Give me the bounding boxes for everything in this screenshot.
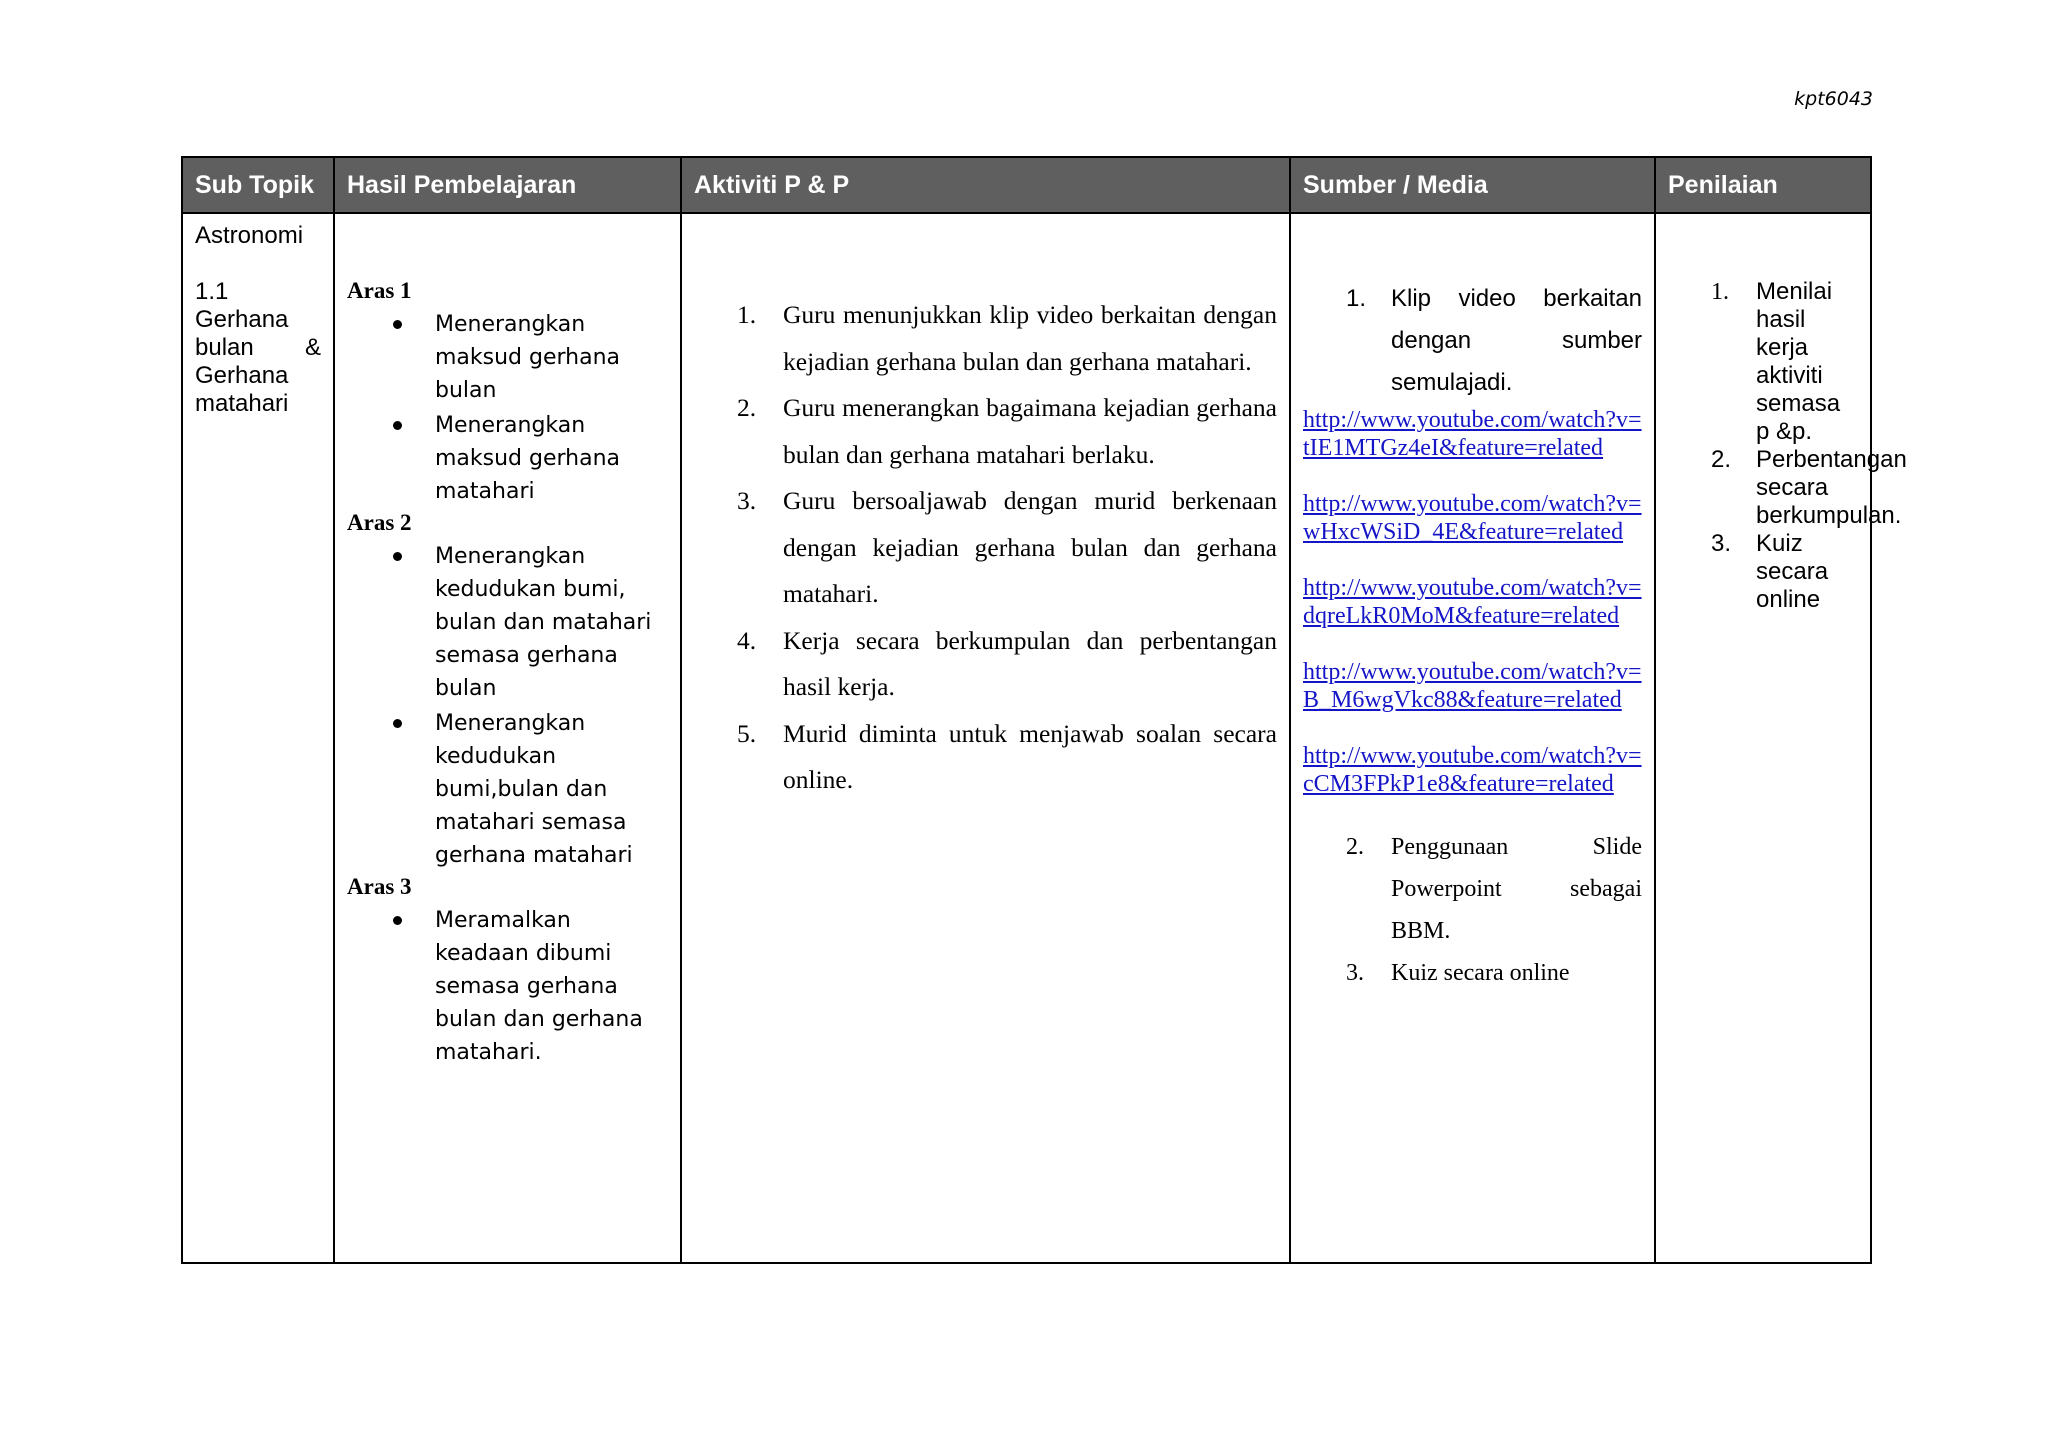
header-penilaian: Penilaian: [1655, 157, 1871, 213]
header-sumber-media: Sumber / Media: [1290, 157, 1655, 213]
video-link[interactable]: http://www.youtube.com/watch?v=wHxcWSiD_4E&feature=related: [1303, 491, 1642, 545]
bullet-icon: [393, 916, 402, 925]
video-link[interactable]: http://www.youtube.com/watch?v=B_M6wgVkc88&feature=related: [1303, 659, 1642, 713]
list-item-text: Murid diminta untuk menjawab soalan secara online.: [783, 718, 1277, 794]
list-item: [347, 904, 670, 1069]
item-number: 2.: [1711, 446, 1732, 473]
item-number: 1.: [737, 300, 757, 329]
list-item-text: Guru bersoaljawab dengan murid berkenaan dengan kejadian gerhana bulan dan gerhana matahari.: [783, 486, 1277, 608]
lesson-plan-table: [181, 156, 1907, 1264]
list-item: [682, 711, 1277, 804]
aras-1-list: [347, 308, 670, 508]
video-link[interactable]: http://www.youtube.com/watch?v=cCM3FPkP1e8&feature=related: [1303, 743, 1642, 797]
document-code: kpt6043: [1794, 88, 1873, 110]
subtopic-word: &: [304, 334, 321, 361]
subtopic-line: Gerhana: [195, 306, 289, 333]
aras-heading: Aras 3: [347, 874, 412, 899]
topic-title: Astronomi: [195, 222, 304, 249]
list-item-text: Menilai hasil kerja aktiviti semasa p &p.: [1756, 278, 1841, 445]
hasil-pembelajaran-cell: [334, 213, 681, 1263]
item-number: 4.: [737, 625, 757, 655]
bullet-icon: [393, 552, 402, 561]
content-row: [182, 213, 1871, 1263]
header-hasil-pembelajaran: Hasil Pembelajaran: [334, 157, 681, 213]
bullet-icon: [393, 320, 402, 329]
list-item-text: Menerangkan maksud gerhana bulan: [435, 312, 621, 403]
aras-2-list: [347, 540, 670, 872]
list-item-text: Kuiz secara online: [1756, 530, 1829, 613]
bullet-icon: [393, 719, 402, 728]
subtopic-line: matahari: [195, 390, 289, 417]
item-number: 3.: [1346, 960, 1364, 986]
list-item-text: Guru menunjukkan klip video berkaitan dengan kejadian gerhana bulan dan gerhana matahari.: [783, 300, 1277, 376]
video-links: [1303, 406, 1642, 798]
item-number: 2.: [1346, 834, 1364, 860]
subtopic-number: 1.1: [195, 278, 229, 305]
list-item: [1303, 278, 1642, 404]
list-item: [1668, 446, 1907, 530]
header-sub-topik: Sub Topik: [182, 157, 334, 213]
item-number: 3.: [1711, 530, 1732, 557]
item-number: 2.: [737, 393, 757, 422]
penilaian-cell: [1655, 213, 1907, 1263]
list-item: [682, 385, 1277, 478]
list-item-text: Menerangkan kedudukan bumi,bulan dan matahari semasa gerhana matahari: [435, 711, 633, 868]
list-item: [1668, 278, 1858, 446]
aras-heading: Aras 1: [347, 278, 412, 303]
list-item: [682, 618, 1277, 711]
video-link[interactable]: http://www.youtube.com/watch?v=dqreLkR0MoM&feature=related: [1303, 575, 1642, 629]
sumber-media-cell: [1290, 213, 1655, 1263]
aktiviti-cell: [681, 213, 1290, 1263]
list-item-text: Klip video berkaitan dengan sumber semulajadi.: [1391, 285, 1642, 396]
list-item-text: Meramalkan keadaan dibumi semasa gerhana bulan dan gerhana matahari.: [435, 908, 643, 1065]
list-item: [347, 707, 670, 872]
list-item-text: Menerangkan maksud gerhana matahari: [435, 413, 621, 504]
item-number: 3.: [737, 486, 757, 515]
header-row: [182, 157, 1871, 213]
aras-3-list: [347, 904, 670, 1069]
list-item: [1668, 530, 1858, 614]
list-item: [682, 292, 1277, 385]
video-link[interactable]: http://www.youtube.com/watch?v=tIE1MTGz4eI&feature=related: [1303, 407, 1642, 461]
header-aktiviti: Aktiviti P & P: [681, 157, 1290, 213]
list-item-text: Perbentangan secara berkumpulan.: [1756, 446, 1907, 529]
aktiviti-list: [682, 292, 1277, 804]
list-item: [682, 478, 1277, 618]
item-number: 5.: [737, 718, 757, 748]
list-item: [1303, 826, 1642, 952]
list-item: [1303, 952, 1642, 994]
list-item: [347, 540, 670, 705]
list-item-text: Kerja secara berkumpulan dan perbentangan hasil kerja.: [783, 625, 1277, 701]
list-item: [347, 409, 670, 508]
subtopic-word: bulan: [195, 334, 254, 361]
list-item-text: Menerangkan kedudukan bumi, bulan dan matahari semasa gerhana bulan: [435, 544, 652, 701]
subtopic-line: [195, 334, 321, 362]
sub-topik-cell: [182, 213, 334, 1263]
list-item-text: Guru menerangkan bagaimana kejadian gerhana bulan dan gerhana matahari berlaku.: [783, 393, 1277, 469]
aras-heading: Aras 2: [347, 510, 412, 535]
list-item: [347, 308, 670, 407]
list-item-text: Kuiz secara online: [1391, 960, 1570, 986]
item-number: 1.: [1711, 279, 1729, 305]
item-number: 1.: [1346, 285, 1367, 312]
bullet-icon: [393, 421, 402, 430]
subtopic-line: Gerhana: [195, 362, 289, 389]
list-item-text: Penggunaan Slide Powerpoint sebagai BBM.: [1391, 834, 1642, 944]
